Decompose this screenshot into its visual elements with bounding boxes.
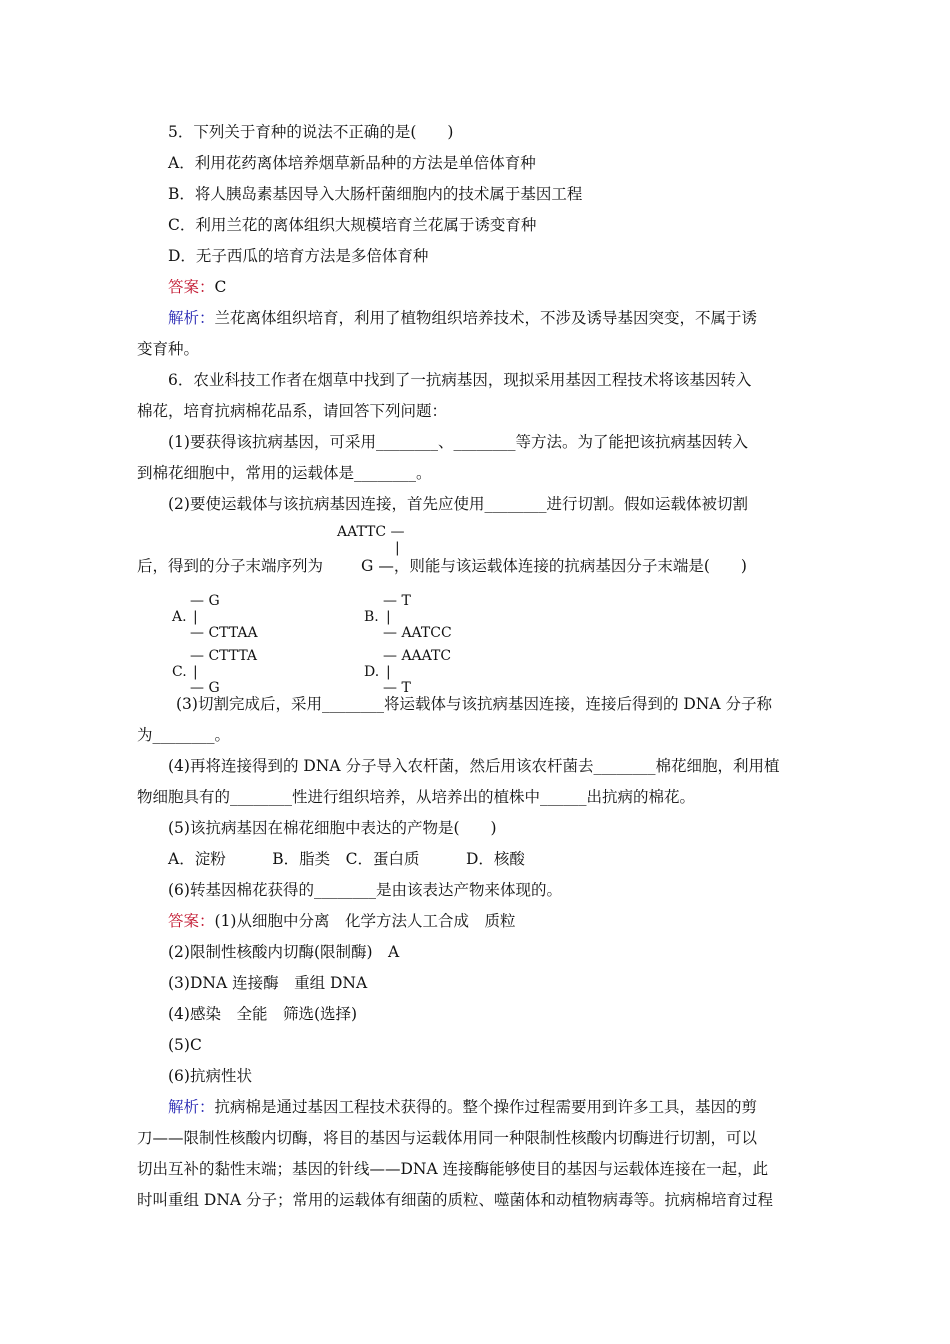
q5-option-c: C．利用兰花的离体组织大规模培育兰花属于诱变育种 [168,216,537,234]
q6-part1-cont: 到棉花细胞中，常用的运载体是________。 [137,464,432,482]
option-a-bottom: — CTTAA [190,625,258,641]
option-a-bar: | [193,609,198,625]
q5-option-b: B．将人胰岛素基因导入大肠杆菌细胞内的技术属于基因工程 [168,185,583,203]
q6-part6: (6)转基因棉花获得的________是由该表达产物来体现的。 [168,881,562,899]
answer-3: (3)DNA 连接酶 重组 DNA [168,974,368,992]
option-b-label: B. [364,609,379,625]
q5-answer [168,277,226,297]
q5-analysis [168,308,757,328]
q6-part2-cont [137,556,747,576]
q6-part3-cont: 为________。 [137,726,231,744]
option-c-label: C. [172,664,187,680]
answer-value: C [214,278,227,296]
answer-2: (2)限制性核酸内切酶(限制酶) A [168,943,400,961]
option-b-bar: | [386,609,391,625]
analysis-text: 兰花离体组织培育，利用了植物组织培养技术，不涉及诱导基因突变，不属于诱 [214,309,758,327]
q5-option-a: A．利用花药离体培养烟草新品种的方法是单倍体育种 [168,154,536,172]
q5-option-d: D．无子西瓜的培育方法是多倍体育种 [168,247,429,265]
q6-answer [168,911,515,931]
answer-6: (6)抗病性状 [168,1067,252,1085]
option-d-label: D. [364,664,380,680]
q6-part4-cont: 物细胞具有的________性进行组织培养，从培养出的植株中______出抗病的棉花。 [137,788,696,806]
q6-stem: 6．农业科技工作者在烟草中找到了一抗病基因，现拟采用基因工程技术将该基因转入 [168,371,752,389]
option-d-bar: | [386,664,391,680]
q6-part5: (5)该抗病基因在棉花细胞中表达的产物是( ) [168,819,497,837]
option-a-label: A. [172,609,187,625]
option-c-top: — CTTTA [190,648,258,664]
q6-analysis-line4: 时叫重组 DNA 分子；常用的运载体有细菌的质粒、噬菌体和动植物病毒等。抗病棉培育过程 [137,1191,774,1209]
answer-5: (5)C [168,1036,202,1054]
q6-part1: (1)要获得该抗病基因，可采用________、________等方法。为了能把该抗病基因转入 [168,433,748,451]
answer-label: 答案： [168,912,215,930]
q6-analysis-line3: 切出互补的黏性末端；基因的针线——DNA 连接酶能够使目的基因与运载体连接在一起，此 [137,1160,769,1178]
q5-stem: 5．下列关于育种的说法不正确的是( ) [168,123,454,141]
q6-stem-cont: 棉花，培育抗病棉花品系，请回答下列问题： [137,402,448,420]
q6-analysis [168,1097,757,1117]
option-c-bar: | [193,664,198,680]
part2-text-a: 后，得到的分子末端序列为 [137,557,324,575]
q6-part4: (4)再将连接得到的 DNA 分子导入农杆菌，然后用该农杆菌去________棉花细胞，利用植 [168,757,780,775]
option-c-bottom: — G [190,680,220,696]
vector-end-g: G — [361,557,394,575]
part2-text-b: ，则能与该运载体连接的抗病基因分子末端是( ) [393,557,747,575]
answer-4: (4)感染 全能 筛选(选择) [168,1005,358,1023]
answer-label: 答案： [168,278,215,296]
option-a-top: — G [190,593,220,609]
option-b-bottom: — AATCC [383,625,452,641]
vector-end-top: AATTC — [337,524,405,540]
analysis-text: 抗病棉是通过基因工程技术获得的。整个操作过程需要用到许多工具，基因的剪 [214,1098,758,1116]
option-d-bottom: — T [383,680,411,696]
option-d-top: — AAATC [383,648,452,664]
option-b-top: — T [383,593,411,609]
vector-end-bar: | [395,540,400,556]
q6-analysis-line2: 刀——限制性核酸内切酶，将目的基因与运载体用同一种限制性核酸内切酶进行切割，可以 [137,1129,758,1147]
answer-1: (1)从细胞中分离 化学方法人工合成 质粒 [214,912,516,930]
analysis-label: 解析： [168,309,215,327]
analysis-label: 解析： [168,1098,215,1116]
q6-part2: (2)要使运载体与该抗病基因连接，首先应使用________进行切割。假如运载体被切割 [168,495,748,513]
q6-part5-options: A．淀粉 B．脂类 C．蛋白质 D．核酸 [168,850,525,868]
q5-analysis-cont: 变育种。 [137,340,200,358]
q6-part3: (3)切割完成后，采用________将运载体与该抗病基因连接，连接后得到的 DNA 分子称 [176,695,772,713]
